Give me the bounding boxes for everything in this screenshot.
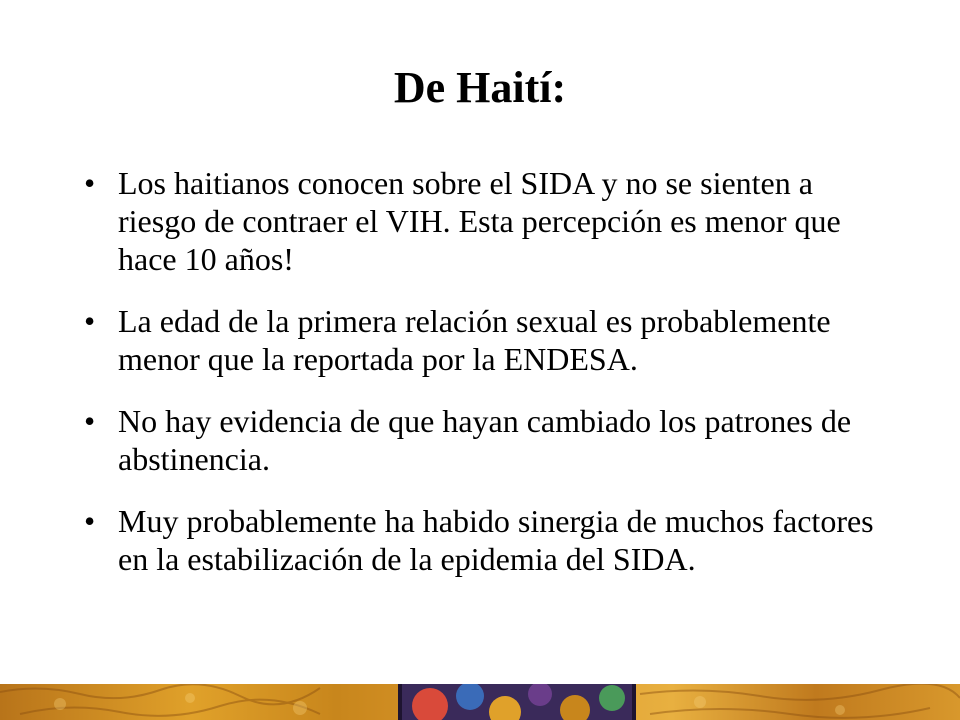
- bullet-marker: •: [84, 165, 96, 201]
- slide-title: De Haití:: [393, 63, 567, 112]
- bullet-item: [76, 402, 896, 478]
- footer-artwork: [0, 684, 960, 720]
- decorative-footer-band: [0, 684, 960, 720]
- bullet-item: [76, 502, 896, 578]
- bullet-item: [76, 302, 896, 378]
- bullet-text: Muy probablemente ha habido sinergia de muchos factores en la estabilización de la epidemia del SIDA.: [118, 503, 874, 577]
- bullet-marker: •: [84, 503, 96, 539]
- bullet-marker: •: [84, 303, 96, 339]
- bullet-marker: •: [84, 403, 96, 439]
- bullet-text: Los haitianos conocen sobre el SIDA y no se sienten a riesgo de contraer el VIH. Esta percepción es menor que hace 10 años!: [118, 165, 841, 277]
- bullet-text: La edad de la primera relación sexual es probablemente menor que la reportada por la ENDESA.: [118, 303, 831, 377]
- bullet-text: No hay evidencia de que hayan cambiado los patrones de abstinencia.: [118, 403, 852, 477]
- bullet-list: [76, 164, 896, 602]
- bullet-item: [76, 164, 896, 278]
